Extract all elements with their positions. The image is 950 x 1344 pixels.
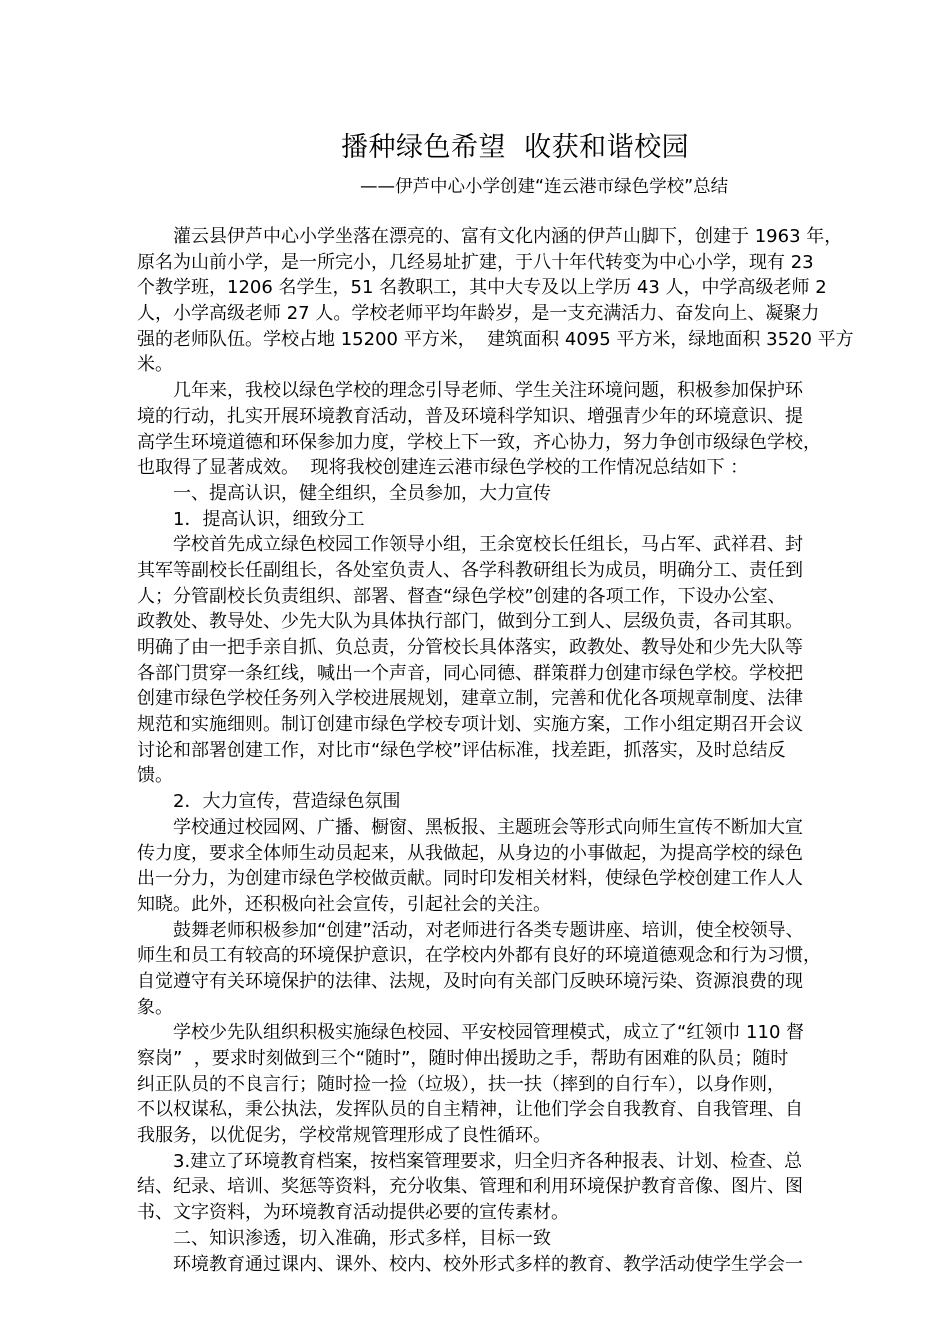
body-text-line: 也取得了显著成效。 现将我校创建连云港市绿色学校的工作情况总结如下 ： xyxy=(137,457,749,479)
body-text-line: 纠正队员的不良言行；随时捡一捡（垃圾），扶一扶（摔到的自行车），以身作则， xyxy=(137,1073,785,1095)
body-text-line: 鼓舞老师积极参加“创建”活动，对老师进行各类专题讲座、培训，使全校领导、 xyxy=(173,919,804,941)
body-text-line: 师生和员工有较高的环境保护意识，在学校内外都有良好的环境道德观念和行为习惯， xyxy=(137,945,821,967)
document-body xyxy=(137,224,861,1277)
document-title: 播种绿色希望 收获和谐校园 xyxy=(341,132,690,163)
body-text-line: 不以权谋私，秉公执法，发挥队员的自主精神，让他们学会自我教育、自我管理、自 xyxy=(137,1099,803,1121)
body-text-line: 学校首先成立绿色校园工作领导小组，王余宽校长任组长，马占军、武祥君、封 xyxy=(173,534,803,556)
body-text-line: 境的行动，扎实开展环境教育活动，普及环境科学知识、增强青少年的环境意识、提 xyxy=(137,405,803,427)
document-subtitle: ——伊芦中心小学创建“连云港市绿色学校”总结 xyxy=(360,177,729,197)
body-text-line: 我服务，以优促劣，学校常规管理形成了良性循环。 xyxy=(137,1125,551,1147)
body-text-line: 原名为山前小学，是一所完小，几经易址扩建，于八十年代转变为中心小学，现有 23 xyxy=(137,251,814,273)
body-text-line: 米。 xyxy=(137,354,173,376)
body-text-line: 结、纪录、培训、奖惩等资料，充分收集、管理和利用环境保护教育音像、图片、图 xyxy=(137,1176,803,1198)
body-text-line: 人；分管副校长负责组织、部署、督查“绿色学校”创建的各项工作，下设办公室、 xyxy=(137,585,786,607)
body-text-line: 出一分力，为创建市绿色学校做贡献。同时印发相关材料，使绿色学校创建工作人人 xyxy=(137,868,803,890)
body-text-line: 讨论和部署创建工作，对比市“绿色学校”评估标准，找差距，抓落实，及时总结反 xyxy=(137,739,786,761)
body-text-line: 规范和实施细则。制订创建市绿色学校专项计划、实施方案，工作小组定期召开会议 xyxy=(137,714,803,736)
body-text-line: 明确了由一把手亲自抓、负总责，分管校长具体落实，政教处、教导处和少先大队等 xyxy=(137,637,803,658)
body-text-line: 传力度，要求全体师生动员起来，从我做起，从身边的小事做起，为提高学校的绿色 xyxy=(137,842,803,864)
body-text-line: 察岗” ，要求时刻做到三个“随时”，随时伸出援助之手，帮助有困难的队员；随时 xyxy=(137,1048,789,1069)
body-text-line: 各部门贯穿一条红线，喊出一个声音，同心同德、群策群力创建市绿色学校。学校把 xyxy=(137,662,803,684)
body-text-line: 学校少先队组织积极实施绿色校园、平安校园管理模式，成立了“红领巾 110 督 xyxy=(173,1022,805,1044)
body-text-line: 学校通过校园网、广播、橱窗、黑板报、主题班会等形式向师生宣传不断加大宣 xyxy=(173,816,803,838)
body-text-line: 强的老师队伍。学校占地 15200 平方米， 建筑面积 4095 平方米，绿地面积 3520 平方 xyxy=(137,328,854,350)
body-text-line: 灌云县伊芦中心小学坐落在漂亮的、富有文化内涵的伊芦山脚下，创建于 1963 年， xyxy=(173,226,843,247)
body-text-line: 高学生环境道德和环保参加力度，学校上下一致，齐心协力，努力争创市级绿色学校， xyxy=(137,431,821,453)
body-text-line: 1．提高认识，细致分工 xyxy=(173,508,365,530)
body-text-line: 知晓。此外，还积极向社会宣传，引起社会的关注。 xyxy=(137,893,551,915)
body-text-line: 其军等副校长任副组长，各处室负责人、各学科教研组长为成员，明确分工、责任到 xyxy=(137,559,803,581)
body-text-line: 3.建立了环境教育档案，按档案管理要求，归全归齐各种报表、计划、检查、总 xyxy=(173,1150,803,1172)
body-text-line: 二、知识渗透，切入准确，形式多样，目标一致 xyxy=(173,1227,551,1249)
body-text-line: 个教学班，1206 名学生，51 名教职工，其中大专及以上学历 43 人，中学高级老师 2 xyxy=(137,277,827,299)
body-text-line: 人，小学高级老师 27 人。学校老师平均年龄岁，是一支充满活力、奋发向上、凝聚力 xyxy=(137,303,820,325)
body-text-line: 馈。 xyxy=(137,765,173,787)
body-text-line: 创建市绿色学校任务列入学校进展规划，建章立制，完善和优化各项规章制度、法律 xyxy=(137,688,803,710)
body-text-line: 象。 xyxy=(137,996,173,1018)
body-text-line: 2．大力宣传，营造绿色氛围 xyxy=(173,791,401,813)
body-text-line: 政教处、教导处、少先大队为具体执行部门，做到分工到人、层级负责，各司其职。 xyxy=(137,611,803,633)
body-text-line: 自觉遵守有关环境保护的法律、法规，及时向有关部门反映环境污染、资源浪费的现 xyxy=(137,970,803,992)
body-text-line: 书、文字资料，为环境教育活动提供必要的宣传素材。 xyxy=(137,1202,569,1224)
body-text-line: 几年来，我校以绿色学校的理念引导老师、学生关注环境问题，积极参加保护环 xyxy=(173,380,803,402)
body-text-line: 环境教育通过课内、课外、校内、校外形式多样的教育、教学活动使学生学会一 xyxy=(173,1253,803,1275)
body-text-line: 一、提高认识，健全组织，全员参加，大力宣传 xyxy=(173,482,551,504)
